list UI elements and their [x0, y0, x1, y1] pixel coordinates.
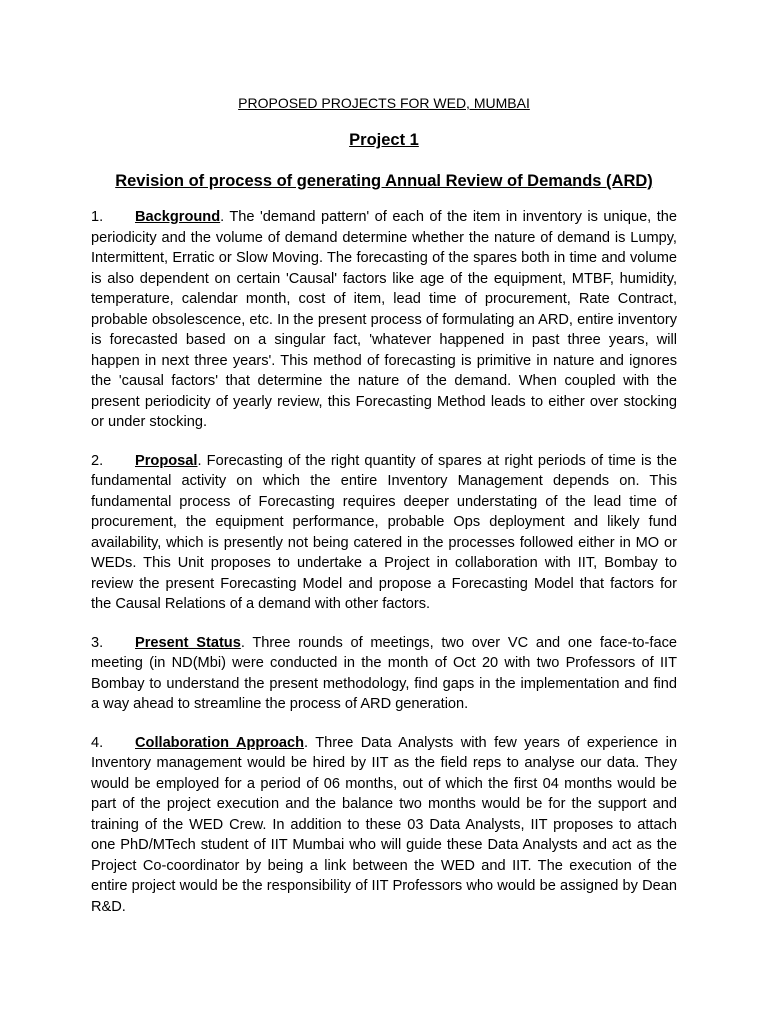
- section-number: 4.: [91, 734, 104, 751]
- section-background: [91, 207, 677, 433]
- section-number: 2.: [91, 452, 104, 469]
- section-text: . Forecasting of the right quantity of spares at right periods of time is the fundamental activity on which the entire Inventory Management depends on. This fundamental process of Forecasting requires deeper understating of the lead time of procurement, the equipment performance, probable Ops deployment and likely fund availability, which is presently not being catered in the processes followed either in MO or WEDs. This Unit proposes to undertake a Project in collaboration with IIT, Bombay to review the present Forecasting Model and propose a Forecasting Model that factors for the Causal Relations of a demand with other factors.: [91, 452, 677, 612]
- section-text: . The 'demand pattern' of each of the item in inventory is unique, the periodicity and the volume of demand determine whether the nature of demand is Lumpy, Intermittent, Erratic or Slow Moving. The forecasting of the spares both in time and volume is also dependent on certain 'Causal' factors like age of the equipment, MTBF, humidity, temperature, calendar month, cost of item, lead time of procurement, Rate Contract, probable obsolescence, etc. In the present process of formulating an ARD, entire inventory is forecasted based on a singular fact, 'whatever happened in past three years, will happen in next three years'. This method of forecasting is primitive in nature and ignores the 'causal factors' that determine the nature of the demand. When coupled with the present periodicity of yearly review, this Forecasting Method leads to either over stocking or under stocking.: [91, 209, 677, 430]
- section-number: 3.: [91, 634, 104, 651]
- section-heading: Proposal: [135, 452, 198, 469]
- document-title: Revision of process of generating Annual Review of Demands (ARD): [115, 172, 653, 190]
- section-present-status: [91, 633, 677, 715]
- section-heading: Collaboration Approach: [135, 734, 305, 751]
- section-heading: Present Status: [135, 634, 241, 651]
- section-text: . Three rounds of meetings, two over VC and one face-to-face meeting (in ND(Mbi) were conducted in the month of Oct 20 with two Professors of IIT Bombay to understand the present methodology, find gaps in the implementation and find a way ahead to streamline the process of ARD generation.: [91, 634, 677, 712]
- section-collaboration-approach: [91, 733, 677, 918]
- section-proposal: [91, 451, 677, 615]
- section-heading: Background: [135, 209, 221, 225]
- document-page: [91, 93, 677, 917]
- section-text: . Three Data Analysts with few years of experience in Inventory management would be hired by IIT as the field reps to analyse our data. They would be employed for a period of 06 months, out of which the first 04 months would be part of the project execution and the balance two months would be for the support and training of the WED Crew. In addition to these 03 Data Analysts, IIT proposes to attach one PhD/MTech student of IIT Mumbai who will guide these Data Analysts and act as the Project Co-coordinator by being a link between the WED and IIT. The execution of the entire project would be the responsibility of IIT Professors who would be assigned by Dean R&D.: [91, 734, 677, 915]
- document-header: PROPOSED PROJECTS FOR WED, MUMBAI: [238, 95, 530, 111]
- section-number: 1.: [91, 209, 104, 225]
- project-label: Project 1: [349, 131, 419, 149]
